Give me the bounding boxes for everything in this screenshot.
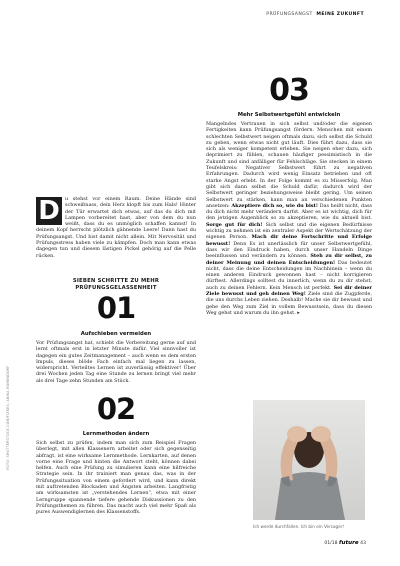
tip-3-text: Denn Es ist unerlässlich für unser Selbstwertgefühl, dass wir den Eindruck haben, durch unser Handeln Dinge beeinflussen und verändern zu können. xyxy=(206,240,372,260)
header-section: PRÜFUNGSANGST xyxy=(266,12,313,17)
page-footer xyxy=(324,540,366,546)
step-text-03 xyxy=(206,121,372,316)
step-number-02: 02 xyxy=(96,392,136,426)
tip-5-text: Ziele sind die Zugpferde, die uns durchs Leben ziehen. Deshalb! Mache sie dir bewusst und gehe den Weg zum Ziel in vollem Bewusstsein, dass du diesen Weg gehst und warum du ihn gehst. ▸ xyxy=(206,291,372,316)
intro-text: u stehst vor einem Raum. Deine Hände sind schweißnass, dein Herz klopft bis zum Hals! Hinter der Tür erwartet dich etwas, auf das du dich mit Lampen vorbereitet hast, aber von dem du nun weißt, dass du es unmöglich schaffen kannst! In deinem Kopf herrscht plötzlich gähnende Leere! Dann hast du Prüfungsangst. Und bist damit nicht allein. Mit Nervosität und Prüfungsstress haben viele zu kämpfen. Doch man kann etwas dagegen tun und diesem lästigen Pickel gehörig auf die Pelle rücken. xyxy=(36,196,196,259)
tip-3-heading: Mach dir deine Fortschritte und Erfolge bewusst! xyxy=(206,234,372,247)
step-text-01: Vor Prüfungsangst hat, schiebt die Vorbereitung gerne auf und lernt oftmals erst in letzter Minute dafür. Viel sinnvoller ist dagegen ein gutes Zeitmanagement – auch wenn es dem ersten Impuls, dieses blöde Fach einfach mal liegen zu lassen, widerspricht. Verteiltes Lernen ist zuverlässig effektiver! Über drei Wochen jeden Tag eine Stunde zu lernen bringt viel mehr als drei Tage zehn Stunden am Stück. xyxy=(36,340,196,384)
page-header xyxy=(266,12,364,17)
tip-2-heading: Sorge gut für dich! xyxy=(206,221,263,228)
stressed-person-photo xyxy=(253,400,365,520)
section-heading-line1: SIEBEN SCHRITTE ZU MEHR xyxy=(72,278,160,284)
step-title-02: Lernmethoden ändern xyxy=(82,431,150,437)
section-heading-line2: PRÜFUNGSGELASSENHEIT xyxy=(75,284,157,291)
step-number-03: 03 xyxy=(269,73,309,108)
tip-4-heading: Steh zu dir selbst, zu deiner Meinung und deinen Entscheidungen! xyxy=(206,253,372,266)
page-number: 43 xyxy=(360,541,366,546)
photo-credit: FOTO: SHUTTERSTOCK.COM/FIZKES; ANIKA HOHENDORF xyxy=(6,365,10,470)
header-subsection: MEINE ZUKUNFT xyxy=(316,12,364,17)
step-text-02: Sich selbst zu prüfen, indem man sich zum Beispiel Fragen überlegt, mit allen Klassenern arbeitet oder sich gegenseitig abfragt, ist eine wirksame Lernmethode. Lernkarten, auf denen vorne eine Frage und hinten die Antwort steht, können dabei helfen. Auch eine Prüfung zu simulieren kann eine hilfreiche Strategie sein. In ihr trainiert man genau das, was in der Prüfungssituation von einem gefordert wird, und kann direkt mit auftretenden Blockaden und Ängsten arbeiten. Langfristig am wirksamsten ist „verstehendes Lernen“, etwa mit einer Lerngruppe spannende tiefere gehende Diskussionen zu den Prüfungsthemen zu führen. Das macht auch viel mehr Spaß als pures Auswendiglernen des Klassenstoffs. xyxy=(36,440,196,516)
tip-2-text: Sich selbst und die eigenen Bedürfnisse wichtig zu nehmen ist ein zentraler Aspekt der Wertschätzung der eigenen Person. xyxy=(206,221,372,241)
step-03-paragraph: Mangelndes Vertrauen in sich selbst und/oder die eigenen Fertigkeiten kann Prüfungsangst fördern. Menschen mit einem schlechten Selbstwert neigen oftmals dazu, sich selbst die Schuld zu geben, wenn etwas nicht gut läuft. Dies führt dazu, dass sie sich als weniger kompetent erleben. Sie neigen eher dazu, sich deprimiert zu fühlen, schauen häufiger pessimistisch in die Zukunft und sind anfälliger für Fehlschläge. Sie stecken in einem Teufelskreis: Negativer Selbstwert führt zu negativen Erfahrungen. Dadurch wird wenig Einsatz betrieben und oft starke Angst erlebt. In der Folge kommt es zu Misserfolg. Man gibt sich dann selbst die Schuld dafür, dadurch wird der Selbstwert geringer beziehungsweise bleibt gering. Um seinen Selbstwert zu stärken, kann man an verschiedenen Punkten ansetzen: xyxy=(206,121,372,209)
step-title-01: Aufschieben vermeiden xyxy=(80,331,152,337)
photo-caption: Ich werde durchfallen. Ich bin ein Versager! xyxy=(253,524,345,529)
step-title-03: Mehr Selbstwertgefühl entwickeln xyxy=(237,112,341,118)
issue-number: 01/18 xyxy=(324,541,338,546)
drop-cap: D xyxy=(36,197,62,225)
tip-4-text: Das bedeutet nicht, dass die deine Entscheidungen im Nachhinein – wenn du einen anderen Eindruck gewonnen hast – nicht korrigieren dürftest. Allerdings solltest du innerlich, wenn du zu dir stehst, auch zu deinen Fehlern. Kein Mensch ist perfekt. xyxy=(206,259,372,291)
section-heading xyxy=(36,278,196,291)
step-number-01: 01 xyxy=(96,291,136,325)
magazine-logo: future xyxy=(339,540,359,546)
intro-paragraph xyxy=(36,196,196,259)
tip-5-heading: Sei dir deiner Ziele bewusst und geh deinen Weg! xyxy=(206,284,372,298)
tip-1-heading: Akzeptiere dich so, wie du bist! xyxy=(231,202,318,209)
tip-1-text: Das heißt nicht, dass du dich nicht mehr verändern darfst. Aber es ist wichtig, dich für den jetzigen Augenblick so zu akzeptieren, wie du aktuell bist. xyxy=(206,202,372,222)
